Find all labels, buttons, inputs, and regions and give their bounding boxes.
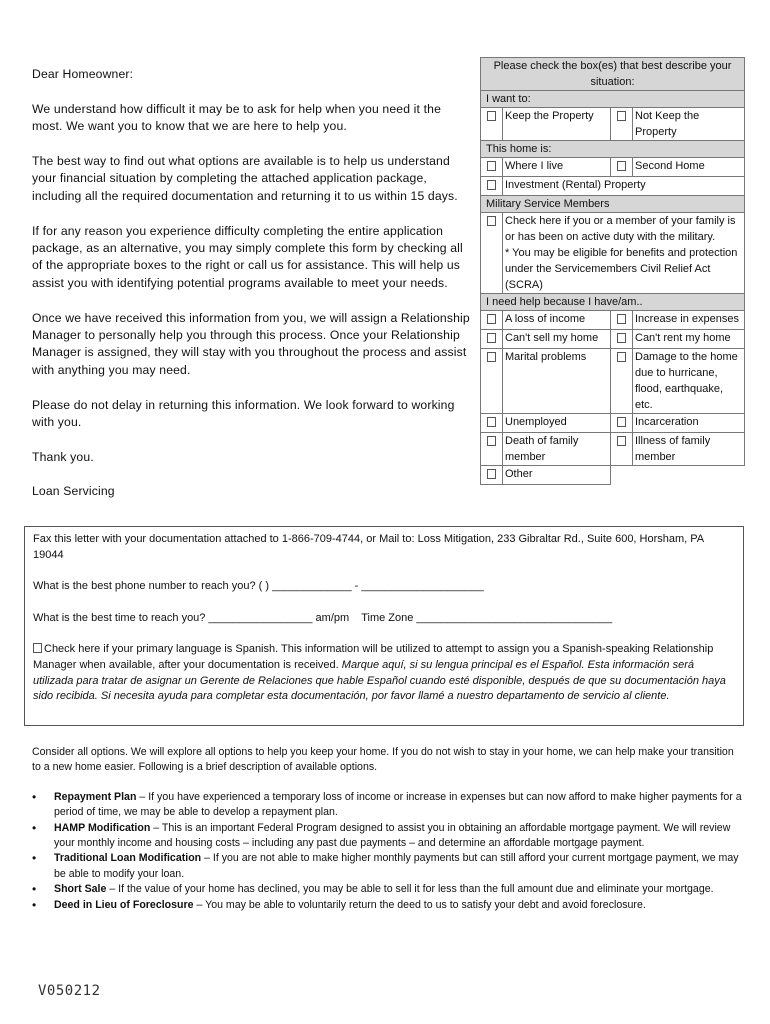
options-list — [32, 790, 744, 913]
checkbox-incarceration[interactable] — [617, 417, 626, 427]
option-not-keep-property: Not Keep the Property — [633, 108, 745, 141]
checkbox-investment[interactable] — [487, 180, 496, 190]
checklist-header: Please check the box(es) that best describe your situation: — [481, 58, 745, 91]
option-other: Other — [503, 466, 611, 485]
option-second-home: Second Home — [633, 158, 745, 177]
phone-field[interactable]: What is the best phone number to reach you? ( ) _____________ - ____________________ — [33, 580, 484, 593]
option-death: Death of family member — [503, 433, 611, 466]
option-cant-sell: Can't sell my home — [503, 330, 611, 349]
letter-paragraph: Please do not delay in returning this information. We look forward to working with you. — [32, 397, 455, 430]
option-unemployed: Unemployed — [503, 414, 611, 433]
letter-paragraph: If for any reason you experience difficulty completing the entire application package, as an alternative, you may simply complete this form by checking all of the appropriate boxes to the right or call us for assistance. This will help us assist you with identifying potential programs available to meet your needs. — [32, 223, 463, 290]
checkbox-keep-property[interactable] — [487, 111, 496, 121]
checkbox-illness[interactable] — [617, 436, 626, 446]
salutation: Dear Homeowner: — [32, 67, 134, 81]
option-illness: Illness of family member — [633, 433, 745, 466]
signature: Loan Servicing — [32, 484, 115, 499]
spanish-text: Marque aquí, si su lengua principal es el Español. Esta información será utilizada para tratar de asignar un Gerente de Relaciones que hable Español cuando esté disponible, después de que su documentación haya sido recibida. Si necesita ayuda para completar esta documentación, por favor llamé a nuestro departamento de servicio al cliente. — [33, 658, 726, 703]
checkbox-death[interactable] — [487, 436, 496, 446]
fax-instructions: Fax this letter with your documentation attached to 1-866-709-4744, or Mail to: Loss Mitigation, 233 Gibraltar Rd., Suite 600, Horsham, PA 19044 — [33, 533, 704, 561]
options-section — [32, 745, 744, 913]
checkbox-where-live[interactable] — [487, 161, 496, 171]
section-want: I want to: — [481, 91, 745, 108]
checkbox-increase-expenses[interactable] — [617, 314, 626, 324]
option-loss-income: A loss of income — [503, 311, 611, 330]
list-item — [54, 790, 744, 821]
letter-paragraph: We understand how difficult it may be to ask for help when you need it the most. We want you to know that we are here to help you. — [32, 101, 442, 134]
option-term: Short Sale — [54, 883, 107, 896]
checkbox-cant-rent[interactable] — [617, 333, 626, 343]
section-military: Military Service Members — [481, 196, 745, 213]
checkbox-not-keep-property[interactable] — [617, 111, 626, 121]
military-note: * You may be eligible for benefits and protection under the Servicemembers Civil Relief Act (SCRA) — [505, 247, 738, 291]
option-term: Traditional Loan Modification — [54, 852, 202, 865]
option-desc: – This is an important Federal Program designed to assist you in obtaining an affordable mortgage payment. We will review your monthly income and housing costs – including any past due payments – and determine an affordable mortgage payment. — [54, 821, 731, 850]
contact-box — [24, 526, 744, 726]
option-increase-expenses: Increase in expenses — [633, 311, 745, 330]
checkbox-military[interactable] — [487, 216, 496, 226]
checkbox-unemployed[interactable] — [487, 417, 496, 427]
checkbox-second-home[interactable] — [617, 161, 626, 171]
letter-paragraph: The best way to find out what options are available is to help us understand your financial situation by completing the attached application package, including all the required documentation and returning it to us within 15 days. — [32, 154, 458, 203]
option-desc: – You may be able to voluntarily return the deed to us to satisfy your debt and avoid foreclosure. — [193, 898, 646, 911]
cover-letter — [32, 66, 472, 518]
option-marital: Marital problems — [503, 349, 611, 414]
checkbox-spanish[interactable] — [33, 643, 42, 653]
situation-checklist — [480, 57, 745, 485]
checkbox-damage[interactable] — [617, 352, 626, 362]
option-desc: – If you are not able to make higher monthly payments but can still afford your current mortgage payment, we may be able to modify your loan. — [54, 852, 739, 880]
checkbox-loss-income[interactable] — [487, 314, 496, 324]
option-military — [503, 213, 745, 294]
military-text: Check here if you or a member of your family is or has been on active duty with the military. — [505, 215, 736, 243]
option-incarceration: Incarceration — [633, 414, 745, 433]
time-zone-input[interactable]: Time Zone ________________________________ — [361, 611, 613, 624]
checkbox-cant-sell[interactable] — [487, 333, 496, 343]
ampm-label: am/pm — [315, 611, 350, 624]
list-item — [54, 898, 744, 913]
section-home: This home is: — [481, 141, 745, 158]
options-intro: Consider all options. We will explore all options to help you keep your home. If you do not wish to stay in your home, we can help make your transition to a new home easier. Following is a brief description of available options. — [32, 746, 734, 774]
checkbox-marital[interactable] — [487, 352, 496, 362]
list-item — [54, 882, 744, 897]
option-term: Deed in Lieu of Foreclosure — [54, 898, 194, 911]
checkbox-other[interactable] — [487, 469, 496, 479]
option-desc: – If you have experienced a temporary loss of income or increase in expenses but can now afford to make higher payments for a period of time, we may be able to develop a repayment plan. — [54, 790, 742, 819]
option-term: HAMP Modification — [54, 821, 151, 834]
time-field — [33, 611, 735, 627]
spanish-option — [33, 642, 735, 704]
list-item — [54, 821, 744, 852]
option-cant-rent: Can't rent my home — [633, 330, 745, 349]
option-damage: Damage to the home due to hurricane, flood, earthquake, etc. — [633, 349, 745, 414]
section-help: I need help because I have/am.. — [481, 294, 745, 311]
option-where-live: Where I live — [503, 158, 611, 177]
option-investment: Investment (Rental) Property — [503, 177, 745, 196]
letter-paragraph: Once we have received this information from you, we will assign a Relationship Manager to personally help you through this process. Once your Relationship Manager is assigned, they will stay with you throughout the process and assist with anything you may need. — [32, 310, 470, 377]
form-code: V050212 — [38, 983, 101, 999]
option-keep-property: Keep the Property — [503, 108, 611, 141]
closing: Thank you. — [32, 449, 94, 464]
option-desc: – If the value of your home has declined, you may be able to sell it for less than the full amount due and eliminate your mortgage. — [106, 883, 714, 896]
list-item — [54, 851, 744, 882]
best-time-input[interactable]: What is the best time to reach you? _________________ — [33, 611, 313, 624]
spanish-english-text: Check here if your primary language is Spanish. This information will be utilized to attempt to assign you a Spanish-speaking Relationship Manager when available, after your documentation is received. — [33, 643, 714, 671]
option-term: Repayment Plan — [54, 790, 137, 803]
